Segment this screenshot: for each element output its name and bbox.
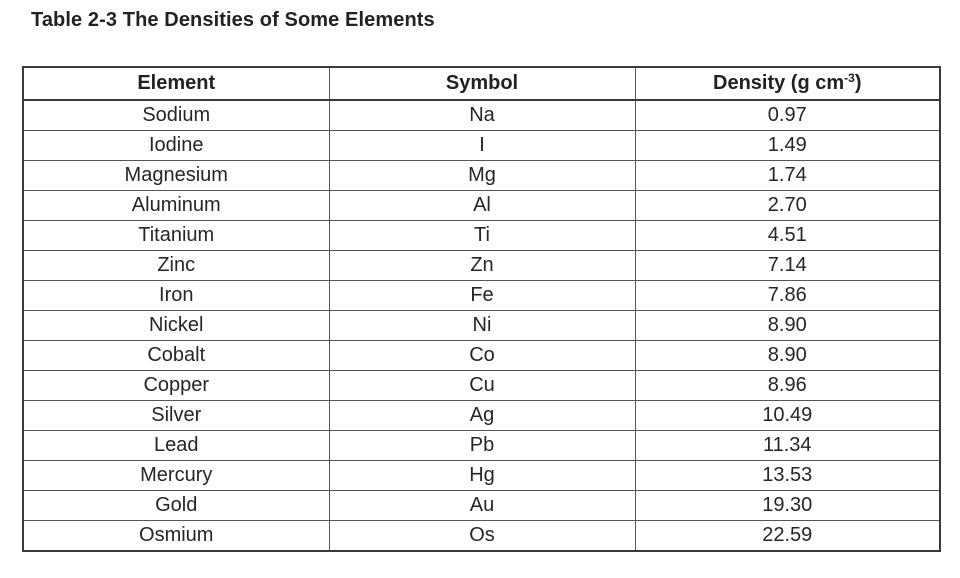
table-row: [23, 311, 940, 341]
header-density-prefix: Density (g cm: [713, 72, 845, 94]
cell-density: 2.70: [635, 191, 940, 221]
cell-symbol: Zn: [329, 251, 635, 281]
cell-density: 10.49: [635, 401, 940, 431]
cell-element: Iron: [23, 281, 329, 311]
cell-density: 11.34: [635, 431, 940, 461]
cell-element: Nickel: [23, 311, 329, 341]
cell-symbol: Na: [329, 100, 635, 131]
cell-density: 1.74: [635, 161, 940, 191]
table-row: [23, 281, 940, 311]
table-row: [23, 131, 940, 161]
header-row: [23, 67, 940, 100]
cell-element: Sodium: [23, 100, 329, 131]
cell-symbol: Co: [329, 341, 635, 371]
table-row: [23, 431, 940, 461]
cell-element: Mercury: [23, 461, 329, 491]
table-row: [23, 461, 940, 491]
cell-element: Zinc: [23, 251, 329, 281]
header-density-exponent: -3: [844, 71, 855, 85]
table-row: [23, 251, 940, 281]
table-body: [23, 100, 940, 551]
cell-element: Lead: [23, 431, 329, 461]
cell-element: Titanium: [23, 221, 329, 251]
table-row: [23, 521, 940, 552]
cell-symbol: Pb: [329, 431, 635, 461]
table-row: [23, 491, 940, 521]
table-header: [23, 67, 940, 100]
cell-symbol: Mg: [329, 161, 635, 191]
cell-element: Copper: [23, 371, 329, 401]
cell-symbol: Ag: [329, 401, 635, 431]
cell-element: Iodine: [23, 131, 329, 161]
cell-density: 4.51: [635, 221, 940, 251]
cell-density: 8.90: [635, 311, 940, 341]
table-row: [23, 100, 940, 131]
cell-symbol: Al: [329, 191, 635, 221]
header-symbol: Symbol: [329, 67, 635, 100]
cell-element: Cobalt: [23, 341, 329, 371]
cell-symbol: Os: [329, 521, 635, 552]
densities-table: [22, 66, 941, 552]
cell-density: 19.30: [635, 491, 940, 521]
cell-density: 8.96: [635, 371, 940, 401]
table-row: [23, 221, 940, 251]
cell-density: 8.90: [635, 341, 940, 371]
cell-symbol: Ni: [329, 311, 635, 341]
cell-symbol: Cu: [329, 371, 635, 401]
header-density-suffix: ): [854, 72, 862, 94]
header-element: Element: [23, 67, 329, 100]
cell-symbol: Ti: [329, 221, 635, 251]
table-row: [23, 191, 940, 221]
table-caption: Table 2-3 The Densities of Some Elements: [31, 9, 435, 31]
cell-density: 7.14: [635, 251, 940, 281]
cell-density: 7.86: [635, 281, 940, 311]
cell-symbol: Au: [329, 491, 635, 521]
cell-element: Silver: [23, 401, 329, 431]
cell-element: Magnesium: [23, 161, 329, 191]
table-row: [23, 161, 940, 191]
cell-density: 0.97: [635, 100, 940, 131]
table-row: [23, 401, 940, 431]
table-row: [23, 341, 940, 371]
cell-symbol: Fe: [329, 281, 635, 311]
cell-density: 22.59: [635, 521, 940, 552]
cell-symbol: I: [329, 131, 635, 161]
cell-density: 13.53: [635, 461, 940, 491]
cell-element: Gold: [23, 491, 329, 521]
cell-element: Osmium: [23, 521, 329, 552]
header-density: [635, 67, 940, 100]
cell-density: 1.49: [635, 131, 940, 161]
cell-symbol: Hg: [329, 461, 635, 491]
cell-element: Aluminum: [23, 191, 329, 221]
table-row: [23, 371, 940, 401]
